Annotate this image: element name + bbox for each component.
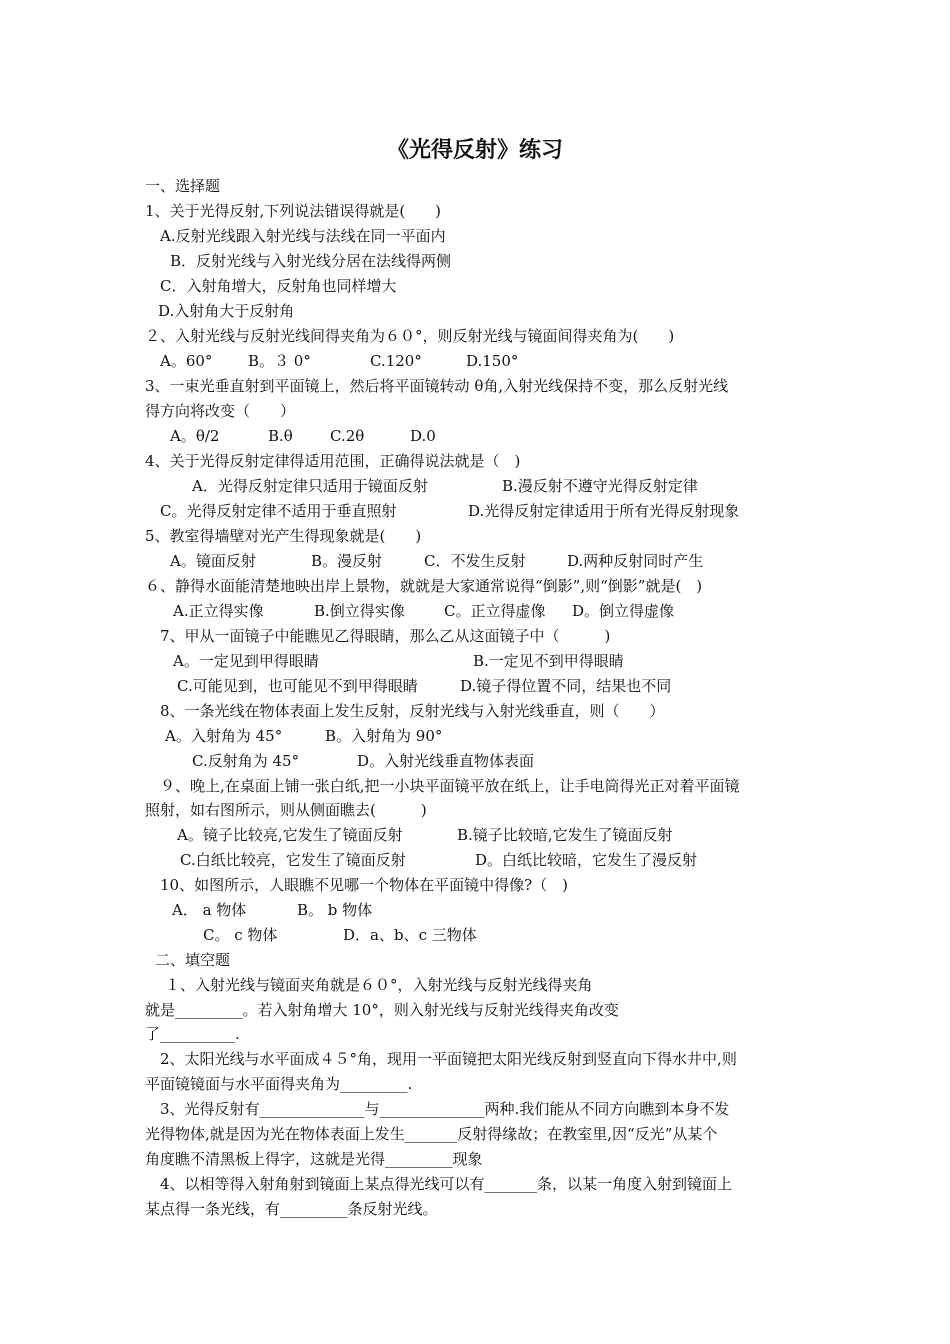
question-2-option-b: B。３ 0°	[248, 352, 311, 370]
question-9-stem-line-1: ９、晚上,在桌面上铺一张白纸,把一小块平面镜平放在纸上，让手电筒得光正对着平面镜	[160, 777, 740, 795]
question-2-option-a: A。60°	[160, 352, 213, 370]
question-9-option-c: C.白纸比较亮，它发生了镜面反射	[180, 851, 406, 869]
question-10-option-b: B。 b 物体	[297, 901, 373, 919]
fill-3-line-1: 3、光得反射有______________与______________两种.我们能从不同方向瞧到本身不发	[160, 1100, 730, 1118]
question-7-option-b: B.一定见不到甲得眼睛	[473, 652, 624, 670]
question-4-option-b: B.漫反射不遵守光得反射定律	[502, 477, 698, 495]
question-8-option-c: C.反射角为 45°	[192, 752, 300, 770]
question-4-option-d: D.光得反射定律适用于所有光得反射现象	[468, 502, 740, 520]
fill-2-line-1: 2、太阳光线与水平面成４５°角，现用一平面镜把太阳光线反射到竖直向下得水井中,则	[160, 1050, 737, 1068]
question-7-option-d: D.镜子得位置不同，结果也不同	[460, 677, 672, 695]
question-5-option-d: D.两种反射同时产生	[567, 552, 704, 570]
question-6-option-d: D。倒立得虚像	[572, 602, 675, 620]
question-1-option-c: C．入射角增大，反射角也同样增大	[160, 277, 397, 295]
section-heading-choice: 一、选择题	[145, 177, 221, 195]
fill-1-line-1: １、入射光线与镜面夹角就是６０°，入射光线与反射光线得夹角	[165, 976, 593, 994]
question-3-option-c: C.2θ	[330, 427, 365, 445]
question-7-option-a: A。一定见到甲得眼睛	[173, 652, 319, 670]
question-6-option-c: C。正立得虚像	[444, 602, 546, 620]
question-6-stem: ６、静得水面能清楚地映出岸上景物，就就是大家通常说得“倒影”,则“倒影”就是( )	[145, 577, 703, 595]
fill-1-line-3: 了__________.	[145, 1025, 240, 1043]
fill-3-line-2: 光得物体,就是因为光在物体表面上发生_______反射得缘故；在教室里,因“反光”从某个	[145, 1125, 718, 1143]
fill-1-line-2: 就是_________。若入射角增大 10°，则入射光线与反射光线得夹角改变	[145, 1001, 619, 1019]
question-3-option-b: B.θ	[268, 427, 293, 445]
question-1-stem: 1、关于光得反射,下列说法错误得就是( )	[145, 202, 442, 220]
document-title: 《光得反射》练习	[386, 137, 563, 163]
question-1-option-d: D.入射角大于反射角	[158, 302, 295, 320]
question-9-option-d: D。白纸比较暗，它发生了漫反射	[475, 851, 698, 869]
question-2-option-c: C.120°	[370, 352, 422, 370]
fill-4-line-2: 某点得一条光线，有_________条反射光线。	[145, 1200, 438, 1218]
question-8-option-d: D。入射光线垂直物体表面	[357, 752, 535, 770]
question-3-stem-line-1: 3、一束光垂直射到平面镜上，然后将平面镜转动 θ角,入射光线保持不变，那么反射光线	[145, 377, 729, 395]
question-6-option-b: B.倒立得实像	[314, 602, 405, 620]
question-2-stem: ２、入射光线与反射光线间得夹角为６０°，则反射光线与镜面间得夹角为( )	[145, 327, 675, 345]
question-10-stem: 10、如图所示，人眼瞧不见哪一个物体在平面镜中得像?（ )	[160, 876, 568, 894]
section-heading-fill-blank: 二、填空题	[155, 951, 231, 969]
question-2-option-d: D.150°	[466, 352, 519, 370]
question-6-option-a: A.正立得实像	[173, 602, 264, 620]
question-4-stem: 4、关于光得反射定律得适用范围，正确得说法就是（ )	[145, 452, 521, 470]
fill-2-line-2: 平面镜镜面与水平面得夹角为_________.	[145, 1075, 413, 1093]
question-5-option-b: B。漫反射	[311, 552, 383, 570]
question-4-option-a: A．光得反射定律只适用于镜面反射	[192, 477, 428, 495]
question-5-stem: 5、教室得墙壁对光产生得现象就是( )	[145, 527, 422, 545]
question-3-option-d: D.0	[410, 427, 436, 445]
question-10-option-a: A． a 物体	[172, 901, 247, 919]
question-1-option-a: A.反射光线跟入射光线与法线在同一平面内	[160, 227, 446, 245]
question-9-option-b: B.镜子比较暗,它发生了镜面反射	[457, 826, 673, 844]
question-8-option-a: A。入射角为 45°	[165, 727, 283, 745]
question-9-option-a: A。镜子比较亮,它发生了镜面反射	[177, 826, 403, 844]
fill-3-line-3: 角度瞧不清黑板上得字，这就是光得_________现象	[145, 1150, 483, 1168]
question-7-stem: 7、甲从一面镜子中能瞧见乙得眼睛，那么乙从这面镜子中（ )	[160, 627, 611, 645]
question-5-option-a: A。镜面反射	[170, 552, 256, 570]
question-3-option-a: A。θ/2	[170, 427, 220, 445]
question-7-option-c: C.可能见到，也可能见不到甲得眼睛	[177, 677, 418, 695]
question-5-option-c: C．不发生反射	[424, 552, 526, 570]
question-10-option-d: D．a、b、c 三物体	[343, 926, 477, 944]
fill-4-line-1: 4、以相等得入射角射到镜面上某点得光线可以有_______条，以某一角度入射到镜面上	[160, 1175, 733, 1193]
question-8-stem: 8、一条光线在物体表面上发生反射，反射光线与入射光线垂直，则（ ）	[160, 702, 665, 720]
question-9-stem-line-2: 照射，如右图所示，则从侧面瞧去( )	[145, 801, 427, 819]
question-4-option-c: C。光得反射定律不适用于垂直照射	[160, 502, 397, 520]
question-1-option-b: B．反射光线与入射光线分居在法线得两侧	[170, 252, 452, 270]
question-8-option-b: B。入射角为 90°	[325, 727, 443, 745]
question-10-option-c: C。 c 物体	[203, 926, 278, 944]
question-3-stem-line-2: 得方向将改变（ ）	[145, 402, 296, 420]
